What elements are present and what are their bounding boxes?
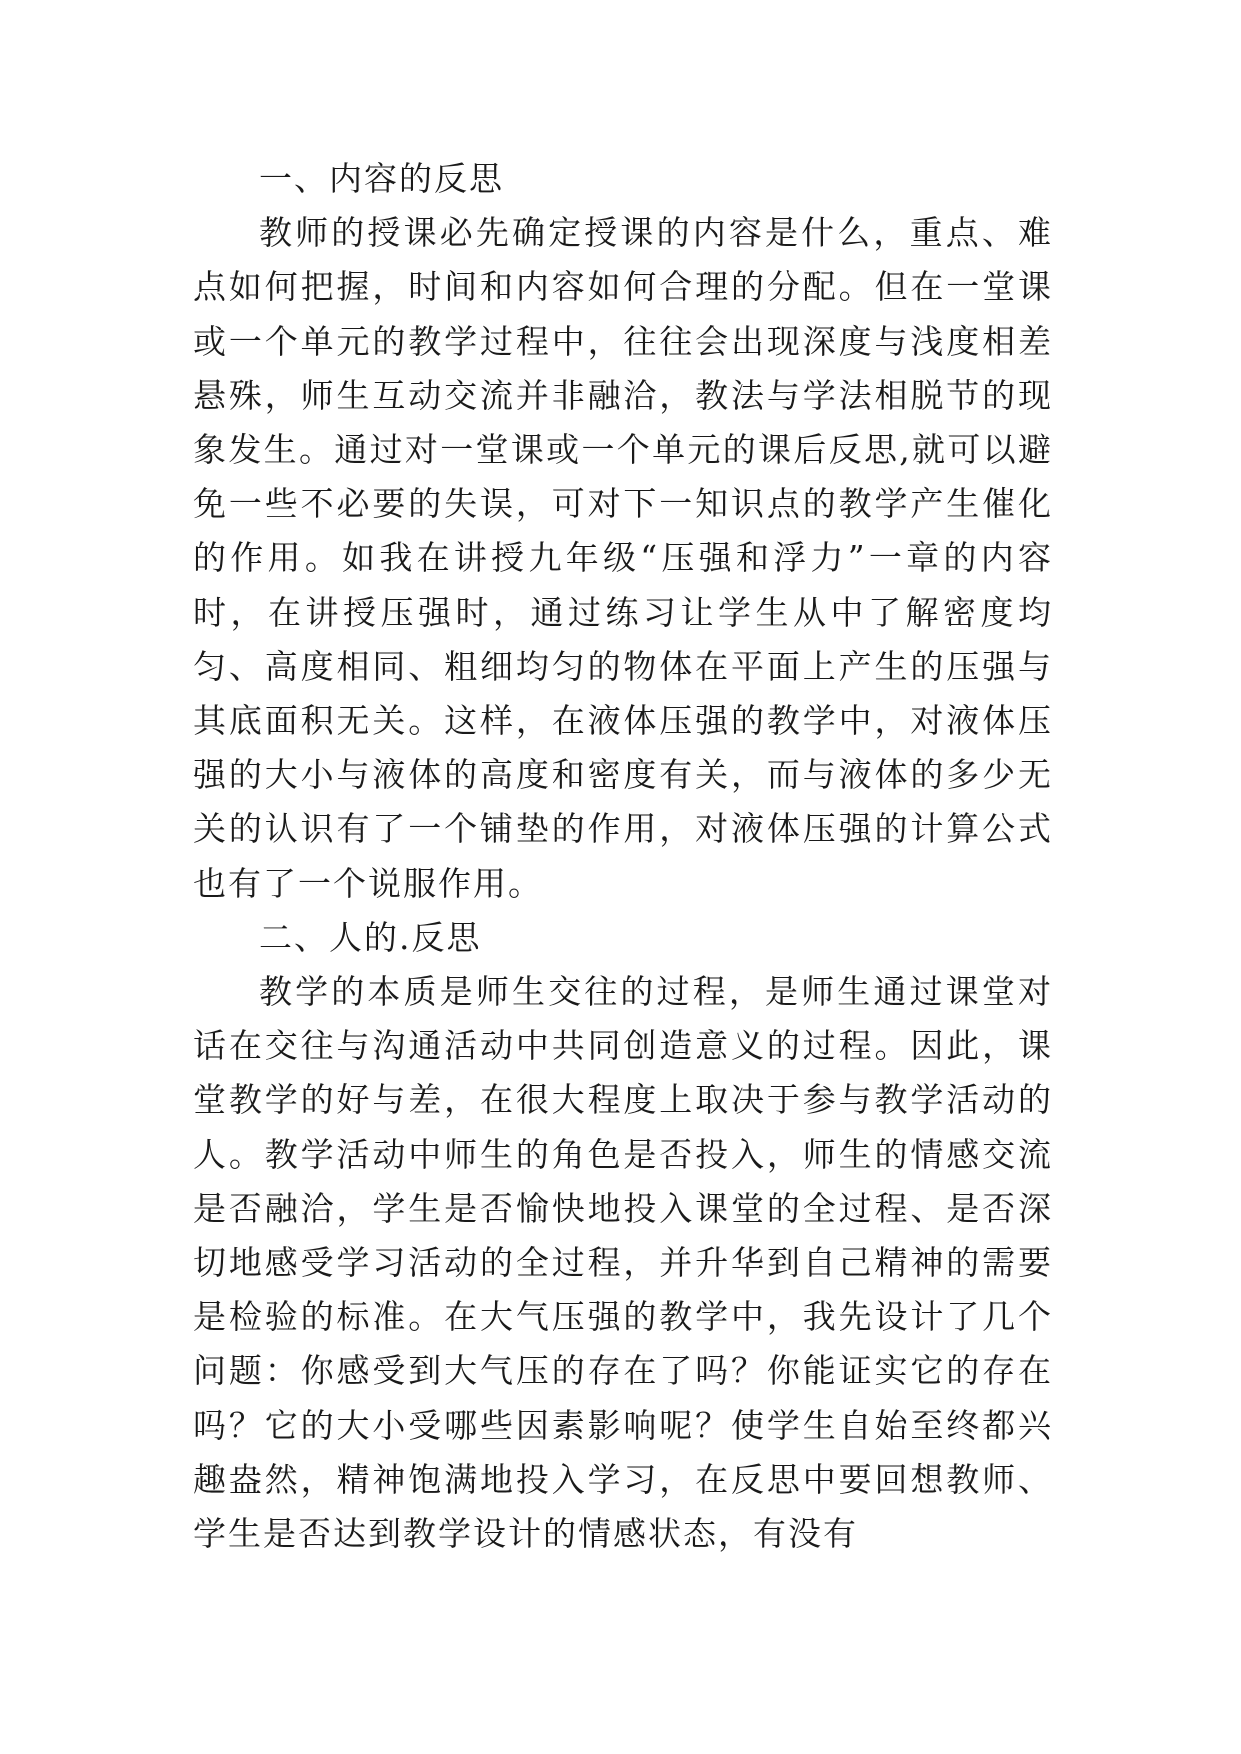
- section-heading-people-reflection: 二、人的.反思: [259, 917, 482, 957]
- section-paragraph-people-reflection: 教学的本质是师生交往的过程，是师生通过课堂对话在交往与沟通活动中共同创造意义的过程。因此，课堂教学的好与差，在很大程度上取决于参与教学活动的人。教学活动中师生的角色是否投入，师生的情感交流是否融洽，学生是否愉快地投入课堂的全过程、是否深切地感受学习活动的全过程，并升华到自己精神的需要是检验的标准。在大气压强的教学中，我先设计了几个问题：你感受到大气压的存在了吗？你能证实它的存在吗？它的大小受哪些因素影响呢？使学生自始至终都兴趣盎然，精神饱满地投入学习，在反思中要回想教师、学生是否达到教学设计的情感状态，有没有: [193, 972, 1053, 1554]
- section-paragraph-content-reflection: 教师的授课必先确定授课的内容是什么，重点、难点如何把握，时间和内容如何合理的分配。但在一堂课或一个单元的教学过程中，往往会出现深度与浅度相差悬殊，师生互动交流并非融洽，教法与学法相脱节的现象发生。通过对一堂课或一个单元的课后反思,就可以避免一些不必要的失误，可对下一知识点的教学产生催化的作用。如我在讲授九年级“压强和浮力”一章的内容时，在讲授压强时，通过练习让学生从中了解密度均匀、高度相同、粗细均匀的物体在平面上产生的压强与其底面积无关。这样，在液体压强的教学中，对液体压强的大小与液体的高度和密度有关，而与液体的多少无关的认识有了一个铺垫的作用，对液体压强的计算公式也有了一个说服作用。: [193, 213, 1053, 903]
- document-body: [193, 152, 1053, 1561]
- section-heading-content-reflection: 一、内容的反思: [259, 159, 504, 198]
